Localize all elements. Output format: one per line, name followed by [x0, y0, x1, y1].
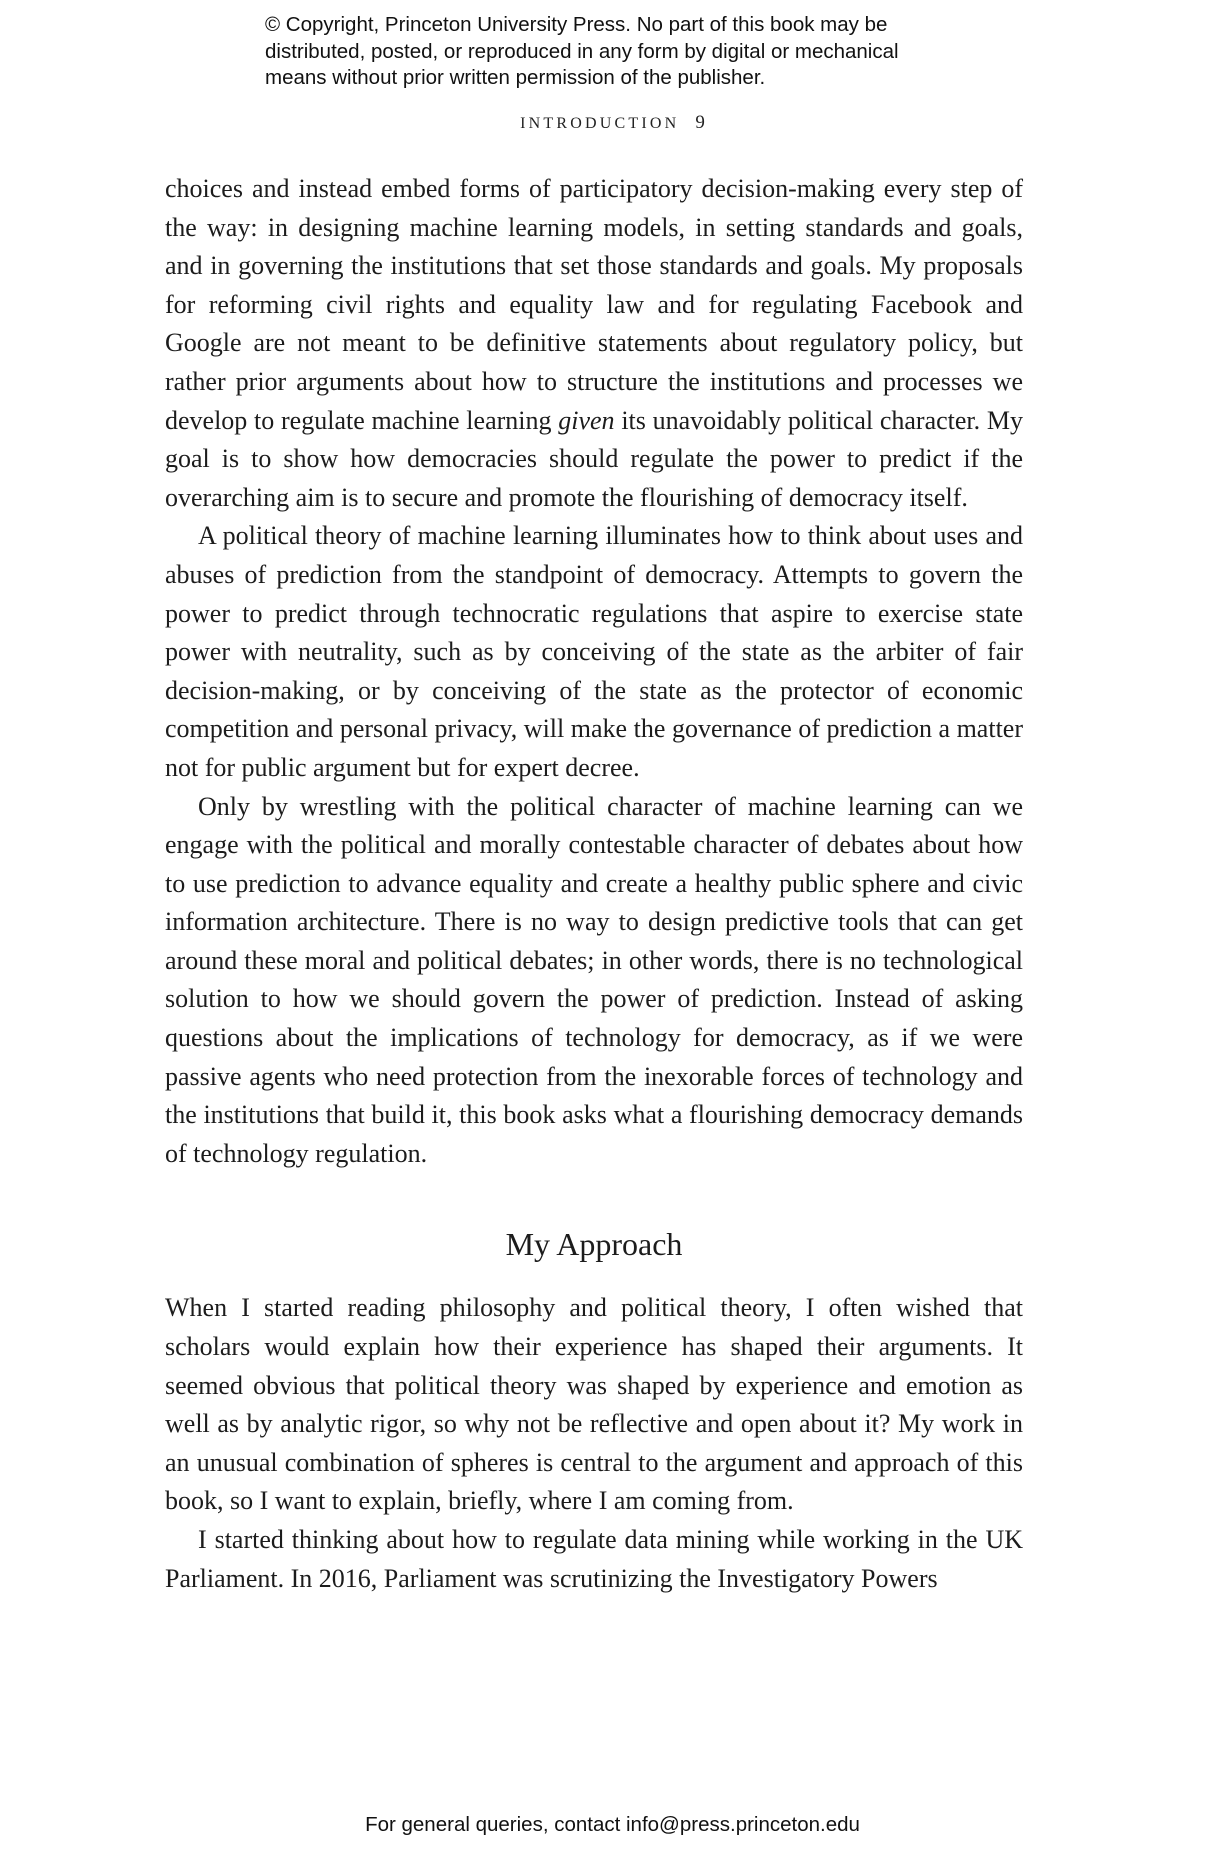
running-head-title: INTRODUCTION [520, 115, 680, 132]
copyright-notice [265, 12, 1025, 92]
paragraph-1-end: its unavoidably political character. My goal is to show how democracies should regulate the power to predict if the overarching aim is to secure and promote the flourishing of democracy itself. [165, 405, 1024, 512]
footer-contact: For general queries, contact info@press.princeton.edu [365, 1813, 860, 1836]
copyright-line-2: distributed, posted, or reproduced in any form by digital or mechanical [265, 39, 899, 63]
section-heading: My Approach [505, 1226, 683, 1263]
page-number: 9 [695, 112, 705, 133]
paragraph-1 [165, 170, 1023, 517]
paragraph-1-text: choices and instead embed forms of participatory decision-making every step of the way: in designing machine learning models, in setting standards and goals, and in governing the institutions that set those standards and goals. My proposals for reforming civil rights and equality law and for regulating Facebook and Google are not meant to be definitive statements about regulatory policy, but rather prior arguments about how to structure the institutions and processes we develop to regulate machine learning [165, 174, 1023, 435]
paragraph-5: I started thinking about how to regulate data mining while working in the UK Parliament. In 2016, Parliament was scrutinizing the Investigatory Powers [165, 1525, 1023, 1593]
running-head [0, 112, 1225, 134]
paragraph-3: Only by wrestling with the political character of machine learning can we engage with the political and morally contestable character of debates about how to use prediction to advance equality and create a healthy public sphere and civic information architecture. There is no way to design predictive tools that can get around these moral and political debates; in other words, there is no technological solution to how we should govern the power of prediction. Instead of asking questions about the implications of technology for democracy, as if we were passive agents who need protection from the inexorable forces of technology and the institutions that build it, this book asks what a flourishing democracy demands of technology regulation. [165, 791, 1023, 1168]
paragraph-1-emphasis: given [558, 405, 615, 435]
body-text [165, 170, 1023, 1598]
copyright-line-3: means without prior written permission of the publisher. [265, 66, 766, 89]
paragraph-4: When I started reading philosophy and political theory, I often wished that scholars would explain how their experience has shaped their arguments. It seemed obvious that political theory was shaped by experience and emotion as well as by analytic rigor, so why not be reflective and open about it? My work in an unusual combination of spheres is central to the argument and approach of this book, so I want to explain, briefly, where I am coming from. [165, 1293, 1023, 1516]
copyright-line-1: © Copyright, Princeton University Press. No part of this book may be [265, 13, 888, 36]
paragraph-2: A political theory of machine learning illuminates how to think about uses and abuses of prediction from the standpoint of democracy. Attempts to govern the power to predict through technocratic regulations that aspire to exercise state power with neutrality, such as by conceiving of the state as the arbiter of fair decision-making, or by conceiving of the state as the protector of economic competition and personal privacy, will make the governance of prediction a matter not for public argument but for expert decree. [165, 521, 1023, 782]
